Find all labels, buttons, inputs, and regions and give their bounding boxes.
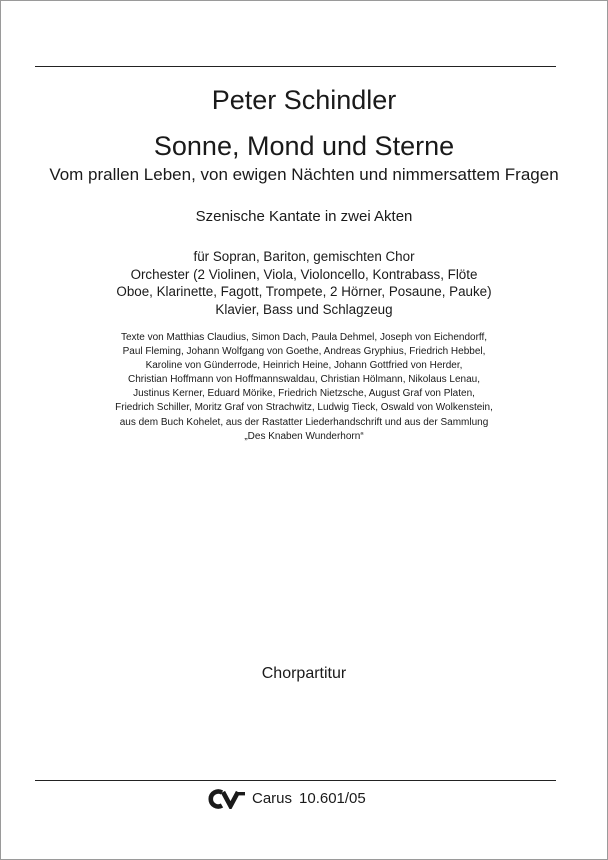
catalog-number: 10.601/05 bbox=[299, 790, 366, 807]
scoring-line: Klavier, Bass und Schlagzeug bbox=[215, 301, 393, 317]
text-sources-line: Friedrich Schiller, Moritz Graf von Strachwitz, Ludwig Tieck, Oswald von Wolkenstein, bbox=[115, 402, 493, 414]
text-sources-line: „Des Knaben Wunderhorn“ bbox=[244, 430, 364, 442]
work-title: Sonne, Mond und Sterne bbox=[153, 131, 455, 161]
text-sources-line: Christian Hoffmann von Hoffmannswaldau, Christian Hölmann, Nikolaus Lenau, bbox=[127, 374, 481, 386]
carus-cv-logo-icon bbox=[208, 789, 246, 809]
text-sources-block bbox=[0, 331, 608, 444]
edition-label: Chorpartitur bbox=[261, 665, 347, 682]
text-sources-line: Justinus Kerner, Eduard Mörike, Friedrich Nietzsche, August Graf von Platen, bbox=[133, 388, 475, 400]
scoring-line: Orchester (2 Violinen, Viola, Violoncello, Kontrabass, Flöte bbox=[130, 266, 478, 282]
composer-name: Peter Schindler bbox=[211, 85, 397, 115]
text-sources-line: Karoline von Günderrode, Heinrich Heine, Johann Gottfried von Herder, bbox=[145, 360, 463, 372]
scoring-block bbox=[0, 248, 608, 318]
publisher-name: Carus bbox=[252, 790, 293, 807]
top-rule bbox=[35, 66, 556, 67]
text-sources-line: aus dem Buch Kohelet, aus der Rastatter Liederhandschrift und aus der Sammlung bbox=[119, 416, 489, 428]
text-sources-line: Paul Fleming, Johann Wolfgang von Goethe, Andreas Gryphius, Friedrich Hebbel, bbox=[122, 346, 486, 358]
text-sources-line: Texte von Matthias Claudius, Simon Dach, Paula Dehmel, Joseph von Eichendorff, bbox=[120, 332, 488, 343]
publisher-imprint bbox=[208, 788, 366, 810]
scoring-line: Oboe, Klarinette, Fagott, Trompete, 2 Hörner, Posaune, Pauke) bbox=[116, 284, 492, 299]
work-genre: Szenische Kantate in zwei Akten bbox=[195, 208, 413, 225]
bottom-rule bbox=[35, 780, 556, 781]
work-subtitle: Vom prallen Leben, von ewigen Nächten und nimmersattem Fragen bbox=[49, 165, 559, 184]
scoring-line: für Sopran, Bariton, gemischten Chor bbox=[193, 249, 415, 264]
